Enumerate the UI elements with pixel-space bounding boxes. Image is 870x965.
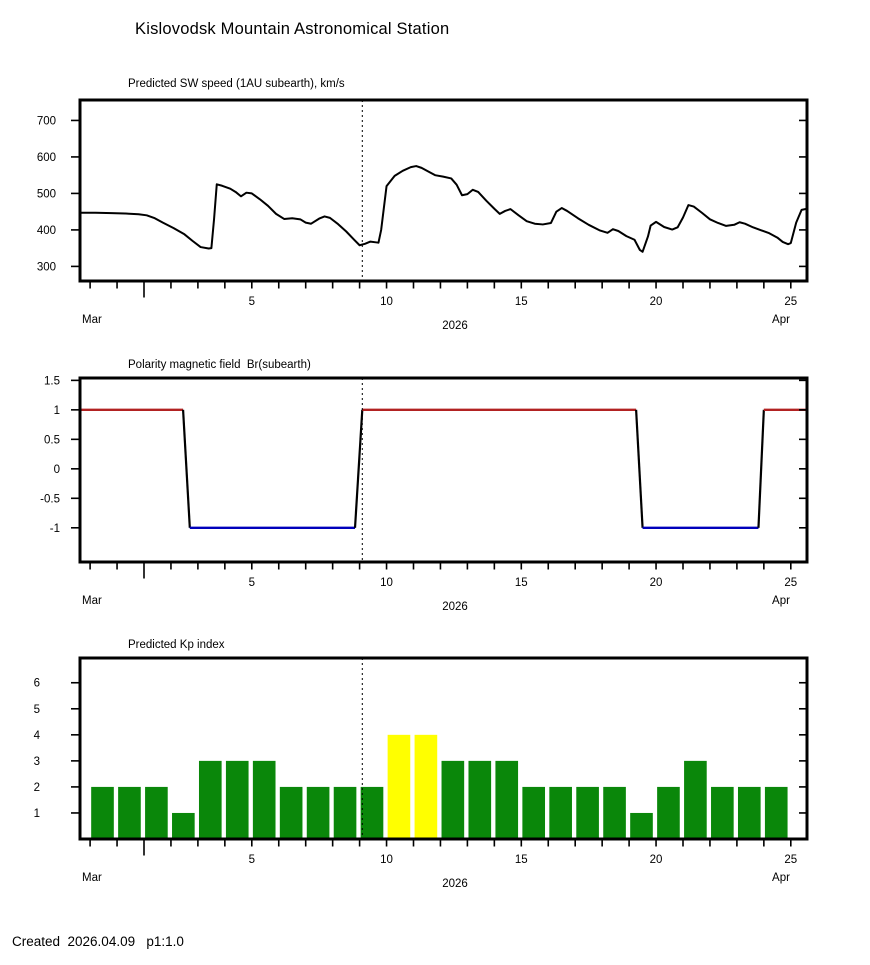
- polarity-chart-title: Polarity magnetic field Br(subearth): [128, 359, 311, 371]
- kp-bar: [684, 761, 707, 839]
- x-tick-label: 20: [649, 296, 663, 308]
- x-tick-label: 10: [380, 296, 393, 308]
- y-tick-label: 0.5: [44, 434, 60, 447]
- y-tick-label: 5: [33, 703, 40, 716]
- kp-bar: [468, 761, 491, 839]
- x-tick-label: 15: [514, 854, 528, 866]
- plot-frame: [80, 378, 807, 562]
- y-tick-label: 3: [33, 755, 40, 768]
- kp-bar: [738, 787, 761, 839]
- kp-bar: [576, 787, 599, 839]
- month-label-right: Apr: [772, 595, 790, 607]
- polarity-transition: [183, 410, 190, 528]
- kp-bar: [280, 787, 303, 839]
- x-tick-label: 25: [784, 577, 798, 589]
- kp-bar: [145, 787, 168, 839]
- year-label: 2026: [442, 320, 468, 332]
- kp-bar: [199, 761, 222, 839]
- polarity-transition: [758, 410, 763, 528]
- x-tick-label: 20: [649, 854, 663, 866]
- kp-bar: [118, 787, 141, 839]
- kp-bar: [442, 761, 465, 839]
- month-label-left: Mar: [82, 595, 102, 607]
- x-tick-label: 25: [784, 296, 798, 308]
- kp-bar: [657, 787, 680, 839]
- y-tick-label: 0: [53, 463, 60, 476]
- kp-index-chart-title: Predicted Kp index: [128, 639, 225, 651]
- y-tick-label: 2: [33, 781, 40, 794]
- y-tick-label: 1.5: [44, 375, 60, 388]
- y-tick-label: 600: [36, 151, 56, 164]
- sw-speed-chart-title: Predicted SW speed (1AU subearth), km/s: [128, 78, 345, 90]
- x-tick-label: 15: [514, 577, 528, 589]
- polarity-plot: [0, 355, 870, 615]
- kp-bar: [549, 787, 572, 839]
- x-tick-label: 5: [248, 296, 256, 308]
- x-tick-label: 10: [380, 577, 393, 589]
- y-tick-label: -0.5: [40, 493, 60, 506]
- y-tick-label: 500: [36, 188, 56, 201]
- month-label-right: Apr: [772, 872, 790, 884]
- kp-bar: [522, 787, 545, 839]
- y-tick-label: 700: [36, 115, 56, 128]
- y-tick-label: -1: [49, 522, 60, 535]
- y-tick-label: 1: [53, 404, 60, 417]
- kp-bar: [630, 813, 653, 839]
- sw-speed-line: [80, 166, 807, 252]
- kp-bar: [361, 787, 384, 839]
- y-tick-label: 4: [33, 729, 40, 742]
- month-label-right: Apr: [772, 314, 790, 326]
- kp-bar: [172, 813, 195, 839]
- page-title: Kislovodsk Mountain Astronomical Station: [135, 20, 450, 38]
- y-tick-label: 300: [36, 261, 56, 274]
- x-tick-label: 5: [248, 854, 256, 866]
- kp-bar: [765, 787, 788, 839]
- y-tick-label: 1: [33, 807, 40, 820]
- plot-frame: [80, 100, 807, 281]
- y-tick-label: 6: [33, 677, 40, 690]
- kp-bar: [91, 787, 114, 839]
- kp-bar: [495, 761, 518, 839]
- kp-bar: [334, 787, 357, 839]
- kp-bar: [253, 761, 276, 839]
- x-tick-label: 20: [649, 577, 663, 589]
- polarity-transition: [355, 410, 362, 528]
- created-note: Created 2026.04.09 p1:1.0: [12, 934, 184, 949]
- y-tick-label: 400: [36, 224, 56, 237]
- x-tick-label: 5: [248, 577, 256, 589]
- year-label: 2026: [442, 878, 468, 890]
- x-tick-label: 25: [784, 854, 798, 866]
- kp-bar: [388, 735, 411, 839]
- kp-bar: [415, 735, 438, 839]
- kp-bar: [603, 787, 626, 839]
- sw-speed-plot: [0, 75, 870, 340]
- x-tick-label: 15: [514, 296, 528, 308]
- month-label-left: Mar: [82, 872, 102, 884]
- year-label: 2026: [442, 601, 468, 613]
- kp-bar: [711, 787, 734, 839]
- month-label-left: Mar: [82, 314, 102, 326]
- kp-bar: [307, 787, 330, 839]
- kp-index-plot: [0, 635, 870, 895]
- kp-bar: [226, 761, 249, 839]
- polarity-transition: [636, 410, 642, 528]
- x-tick-label: 10: [380, 854, 393, 866]
